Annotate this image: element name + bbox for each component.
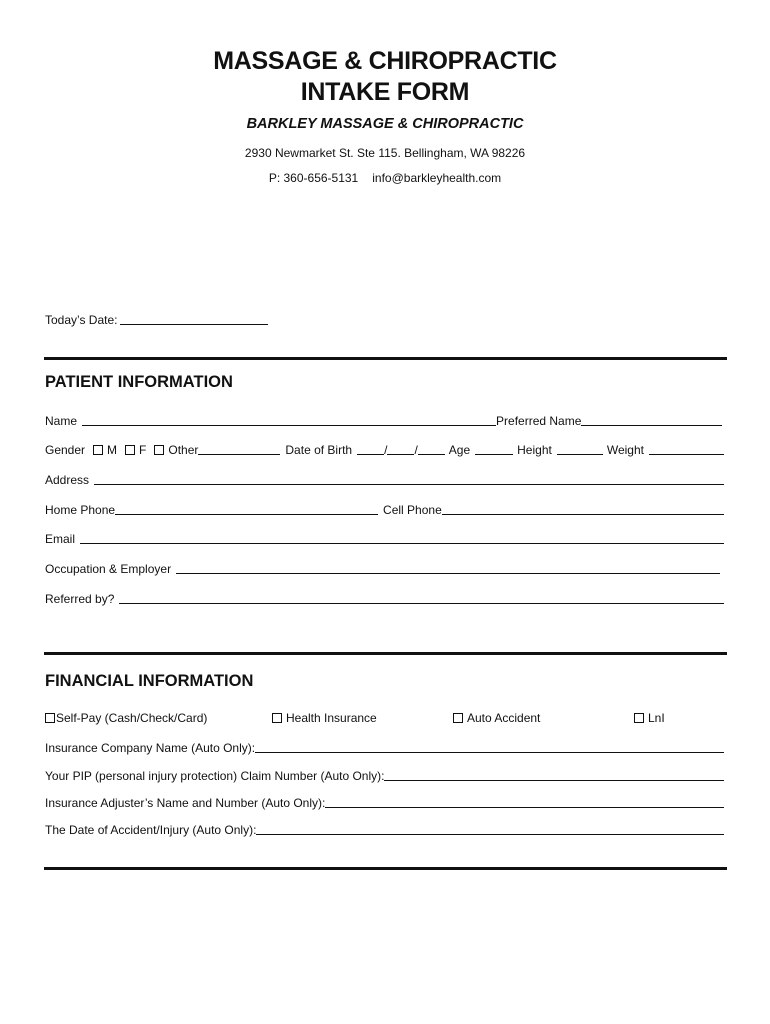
financial-section-title: FINANCIAL INFORMATION — [45, 672, 254, 690]
occupation-row — [45, 560, 726, 576]
gender-label: Gender — [45, 443, 86, 457]
clinic-email: info@barkleyhealth.com — [372, 171, 502, 185]
cell-phone-field[interactable] — [442, 502, 724, 515]
checkbox-icon — [93, 445, 103, 455]
name-field[interactable] — [82, 413, 496, 426]
pip-label: Your PIP (personal injury protection) Claim Number (Auto Only): — [45, 769, 385, 783]
referred-field[interactable] — [119, 591, 724, 604]
height-field[interactable] — [557, 442, 603, 455]
phone-row — [45, 501, 726, 517]
age-label: Age — [448, 443, 471, 457]
preferred-name-field[interactable] — [581, 413, 722, 426]
patient-section-title: PATIENT INFORMATION — [45, 373, 233, 391]
pip-row — [45, 767, 726, 783]
form-title — [0, 46, 770, 108]
gender-option-m[interactable]: M — [93, 443, 117, 457]
insurance-company-row — [45, 739, 726, 755]
address-row — [45, 471, 726, 487]
home-phone-field[interactable] — [115, 502, 378, 515]
clinic-address: 2930 Newmarket St. Ste 115. Bellingham, WA 98226 — [244, 146, 526, 160]
dob-month-field[interactable] — [357, 442, 384, 455]
accident-date-label: The Date of Accident/Injury (Auto Only): — [45, 823, 257, 837]
pip-field[interactable] — [384, 768, 724, 781]
checkbox-icon — [453, 713, 463, 723]
email-label: Email — [45, 532, 76, 546]
preferred-name-label: Preferred Name — [496, 414, 582, 428]
todays-date-label: Today’s Date: — [45, 313, 118, 327]
occupation-field[interactable] — [176, 561, 720, 574]
clinic-phone: P: 360-656-5131 — [268, 171, 359, 185]
adjuster-row — [45, 794, 726, 810]
todays-date-field[interactable] — [120, 312, 268, 325]
payment-options-row — [45, 711, 726, 727]
name-row — [45, 412, 726, 428]
checkbox-icon — [154, 445, 164, 455]
email-field[interactable] — [80, 531, 724, 544]
accident-date-field[interactable] — [256, 822, 724, 835]
checkbox-icon — [634, 713, 644, 723]
occupation-label: Occupation & Employer — [45, 562, 172, 576]
name-label: Name — [45, 414, 78, 428]
accident-date-row — [45, 821, 726, 837]
home-phone-label: Home Phone — [45, 503, 116, 517]
clinic-name: BARKLEY MASSAGE & CHIROPRACTIC — [246, 116, 524, 132]
form-title-line2: INTAKE FORM — [300, 78, 470, 106]
gender-other-field[interactable] — [198, 442, 280, 455]
referred-row — [45, 590, 726, 606]
dob-year-field[interactable] — [418, 442, 445, 455]
checkbox-icon — [45, 713, 55, 723]
payment-option-lni[interactable]: LnI — [634, 711, 665, 725]
section-divider — [44, 867, 727, 870]
dob-separator: / — [384, 443, 388, 457]
todays-date-row — [45, 311, 726, 327]
dob-day-field[interactable] — [387, 442, 414, 455]
address-label: Address — [45, 473, 90, 487]
height-label: Height — [517, 443, 552, 457]
insurance-company-label: Insurance Company Name (Auto Only): — [45, 741, 256, 755]
adjuster-label: Insurance Adjuster’s Name and Number (Auto Only): — [45, 796, 326, 810]
checkbox-icon — [125, 445, 135, 455]
form-title-line1: MASSAGE & CHIROPRACTIC — [213, 47, 557, 75]
weight-field[interactable] — [649, 442, 724, 455]
payment-option-auto-accident[interactable]: Auto Accident — [453, 711, 540, 725]
gender-dob-row — [45, 441, 726, 457]
section-divider — [44, 357, 727, 360]
checkbox-icon — [272, 713, 282, 723]
clinic-contact — [0, 171, 770, 185]
payment-option-health-insurance[interactable]: Health Insurance — [272, 711, 377, 725]
adjuster-field[interactable] — [325, 795, 724, 808]
cell-phone-label: Cell Phone — [383, 503, 442, 517]
payment-option-self-pay[interactable]: Self-Pay (Cash/Check/Card) — [45, 711, 207, 725]
gender-option-f[interactable]: F — [125, 443, 146, 457]
age-field[interactable] — [475, 442, 513, 455]
email-row — [45, 530, 726, 546]
gender-option-other[interactable]: Other — [154, 443, 198, 457]
address-field[interactable] — [94, 472, 724, 485]
insurance-company-field[interactable] — [255, 740, 724, 753]
dob-label: Date of Birth — [285, 443, 353, 457]
weight-label: Weight — [606, 443, 644, 457]
section-divider — [44, 652, 727, 655]
dob-separator: / — [414, 443, 418, 457]
referred-label: Referred by? — [45, 592, 115, 606]
